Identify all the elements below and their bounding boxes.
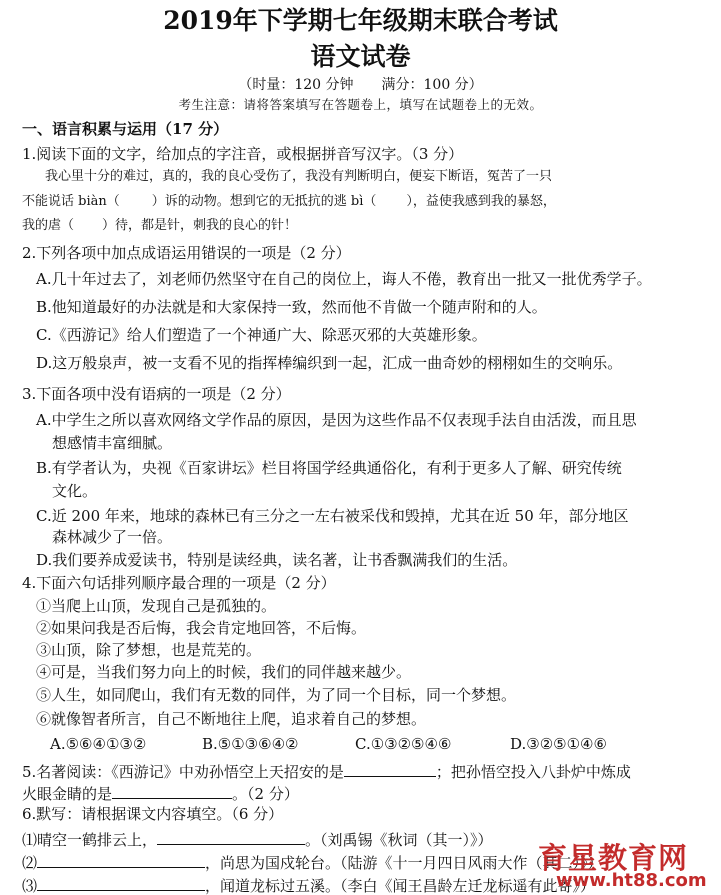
q6-blank-1[interactable]	[157, 830, 305, 845]
q4-option-d[interactable]: D.③②⑤①④⑥	[510, 735, 607, 753]
q3-option-b[interactable]: B.有学者认为，央视《百家讲坛》栏目将国学经典通俗化，有利于更多人了解、研究传统	[36, 459, 622, 477]
watermark-brand: 育星教育网	[538, 841, 689, 875]
q4-sentence-1: ①当爬上山顶，发现自己是孤独的。	[36, 597, 277, 615]
q1-passage-part: ）诉的动物。想到它的无抵抗的逃 bì（	[151, 194, 377, 209]
watermark-url: www.ht88.com	[556, 870, 707, 891]
watermark-logo	[538, 836, 721, 894]
q4-sentence-3: ③山顶，除了梦想，也是荒芜的。	[36, 641, 262, 659]
q6-stem: 6.默写：请根据课文内容填空。（6 分）	[22, 805, 284, 823]
q5-line1	[22, 762, 631, 780]
q1-passage-part: ），益使我感到我的暴怒，	[406, 194, 556, 209]
q1-passage-line1: 我心里十分的难过，真的，我的良心受伤了，我没有判断明白，便妄下断语，冤苦了一只	[45, 169, 553, 184]
q6-blank-2[interactable]	[37, 853, 205, 868]
q1-passage-line2	[22, 195, 556, 208]
q3-stem: 3.下面各项中没有语病的一项是（2 分）	[22, 385, 291, 403]
q3-option-d[interactable]: D.我们要养成爱读书，特别是读经典，读名著，让书香飘满我们的生活。	[36, 551, 518, 569]
q6-text: ⑴晴空一鹤排云上，	[22, 831, 158, 849]
q4-sentence-5: ⑤人生，如同爬山，我们有无数的同伴，为了同一个目标，同一个梦想。	[36, 686, 517, 704]
q2-stem: 2.下列各项中加点成语运用错误的一项是（2 分）	[22, 244, 351, 262]
q1-passage-part: 不能说话 biàn（	[22, 194, 120, 209]
q2-option-b[interactable]: B.他知道最好的办法就是和大家保持一致，然而他不肯做一个随声附和的人。	[36, 298, 547, 316]
q3-option-a[interactable]: A.中学生之所以喜欢网络文学作品的原因，是因为这些作品不仅表现手法自由活泼，而且思	[36, 411, 637, 429]
exam-notice: 考生注意：请将答案填写在答题卷上，填写在试题卷上的无效。	[178, 97, 543, 112]
q5-stem-part: 。（2 分）	[232, 785, 299, 803]
q1-passage-part: 我的虐（	[22, 218, 75, 233]
q4-sentence-6: ⑥就像智者所言，自己不断地往上爬，追求着自己的梦想。	[36, 710, 427, 728]
q5-blank-2[interactable]	[112, 784, 232, 799]
q4-option-c[interactable]: C.①③②⑤④⑥	[355, 735, 452, 753]
q2-option-a[interactable]: A.几十年过去了，刘老师仍然坚守在自己的岗位上，诲人不倦，教育出一批又一批优秀学子。	[36, 270, 652, 288]
q1-stem: 1.阅读下面的文字，给加点的字注音，或根据拼音写汉字。（3 分）	[22, 145, 464, 163]
exam-subtitle: 语文试卷	[310, 42, 411, 71]
q4-option-a[interactable]: A.⑤⑥④①③②	[50, 735, 147, 753]
q2-option-c[interactable]: C.《西游记》给人们塑造了一个神通广大、除恶灭邪的大英雄形象。	[36, 326, 487, 344]
q5-stem-part: 5.名著阅读：《西游记》中劝孙悟空上天招安的是	[22, 763, 344, 781]
q6-item-1	[22, 830, 493, 848]
q6-text: ，尚思为国戍轮台。（陆游《十一月四日风雨大作（其二）》）	[205, 854, 603, 872]
q4-option-b[interactable]: B.⑤①③⑥④②	[202, 735, 299, 753]
exam-title: 2019年下学期七年级期末联合考试	[163, 6, 558, 35]
q6-text: ，闻道龙标过五溪。（李白《闻王昌龄左迁龙标遥有此寄》）	[205, 877, 596, 895]
q1-passage-part: ）待，都是针，刺我的良心的针！	[102, 218, 298, 233]
q6-item-3	[22, 876, 595, 894]
q1-passage-line3	[22, 219, 297, 232]
q5-stem-part: 火眼金睛的是	[22, 785, 113, 803]
q3-option-c[interactable]: C.近 200 年来，地球的森林已有三分之一左右被采伐和毁掉，尤其在近 50 年，部分地区	[36, 507, 629, 525]
q6-text: 。（刘禹锡《秋词（其一）》）	[305, 831, 493, 849]
q4-sentence-2: ②如果问我是否后悔，我会肯定地回答，不后悔。	[36, 619, 367, 637]
q4-sentence-4: ④可是，当我们努力向上的时候，我们的同伴越来越少。	[36, 663, 412, 681]
q6-text: ⑶	[22, 877, 38, 895]
time-score-info: （时量：120 分钟 满分：100 分）	[238, 77, 483, 93]
q5-blank-1[interactable]	[344, 762, 436, 777]
q6-blank-3[interactable]	[37, 876, 205, 891]
q5-stem-part: ；把孙悟空投入八卦炉中炼成	[435, 763, 631, 781]
q4-stem: 4.下面六句话排列顺序最合理的一项是（2 分）	[22, 574, 336, 592]
q5-line2	[22, 784, 299, 802]
q3-option-c-cont: 森林减少了一倍。	[52, 528, 173, 546]
q2-option-d[interactable]: D.这万般泉声，被一支看不见的指挥棒编织到一起，汇成一曲奇妙的栩栩如生的交响乐。	[36, 354, 623, 372]
q6-item-2	[22, 853, 603, 871]
q6-text: ⑵	[22, 854, 38, 872]
q3-option-a-cont: 想感情丰富细腻。	[52, 434, 173, 452]
q3-option-b-cont: 文化。	[52, 482, 98, 500]
section-heading: 一、语言积累与运用（17 分）	[22, 120, 229, 138]
